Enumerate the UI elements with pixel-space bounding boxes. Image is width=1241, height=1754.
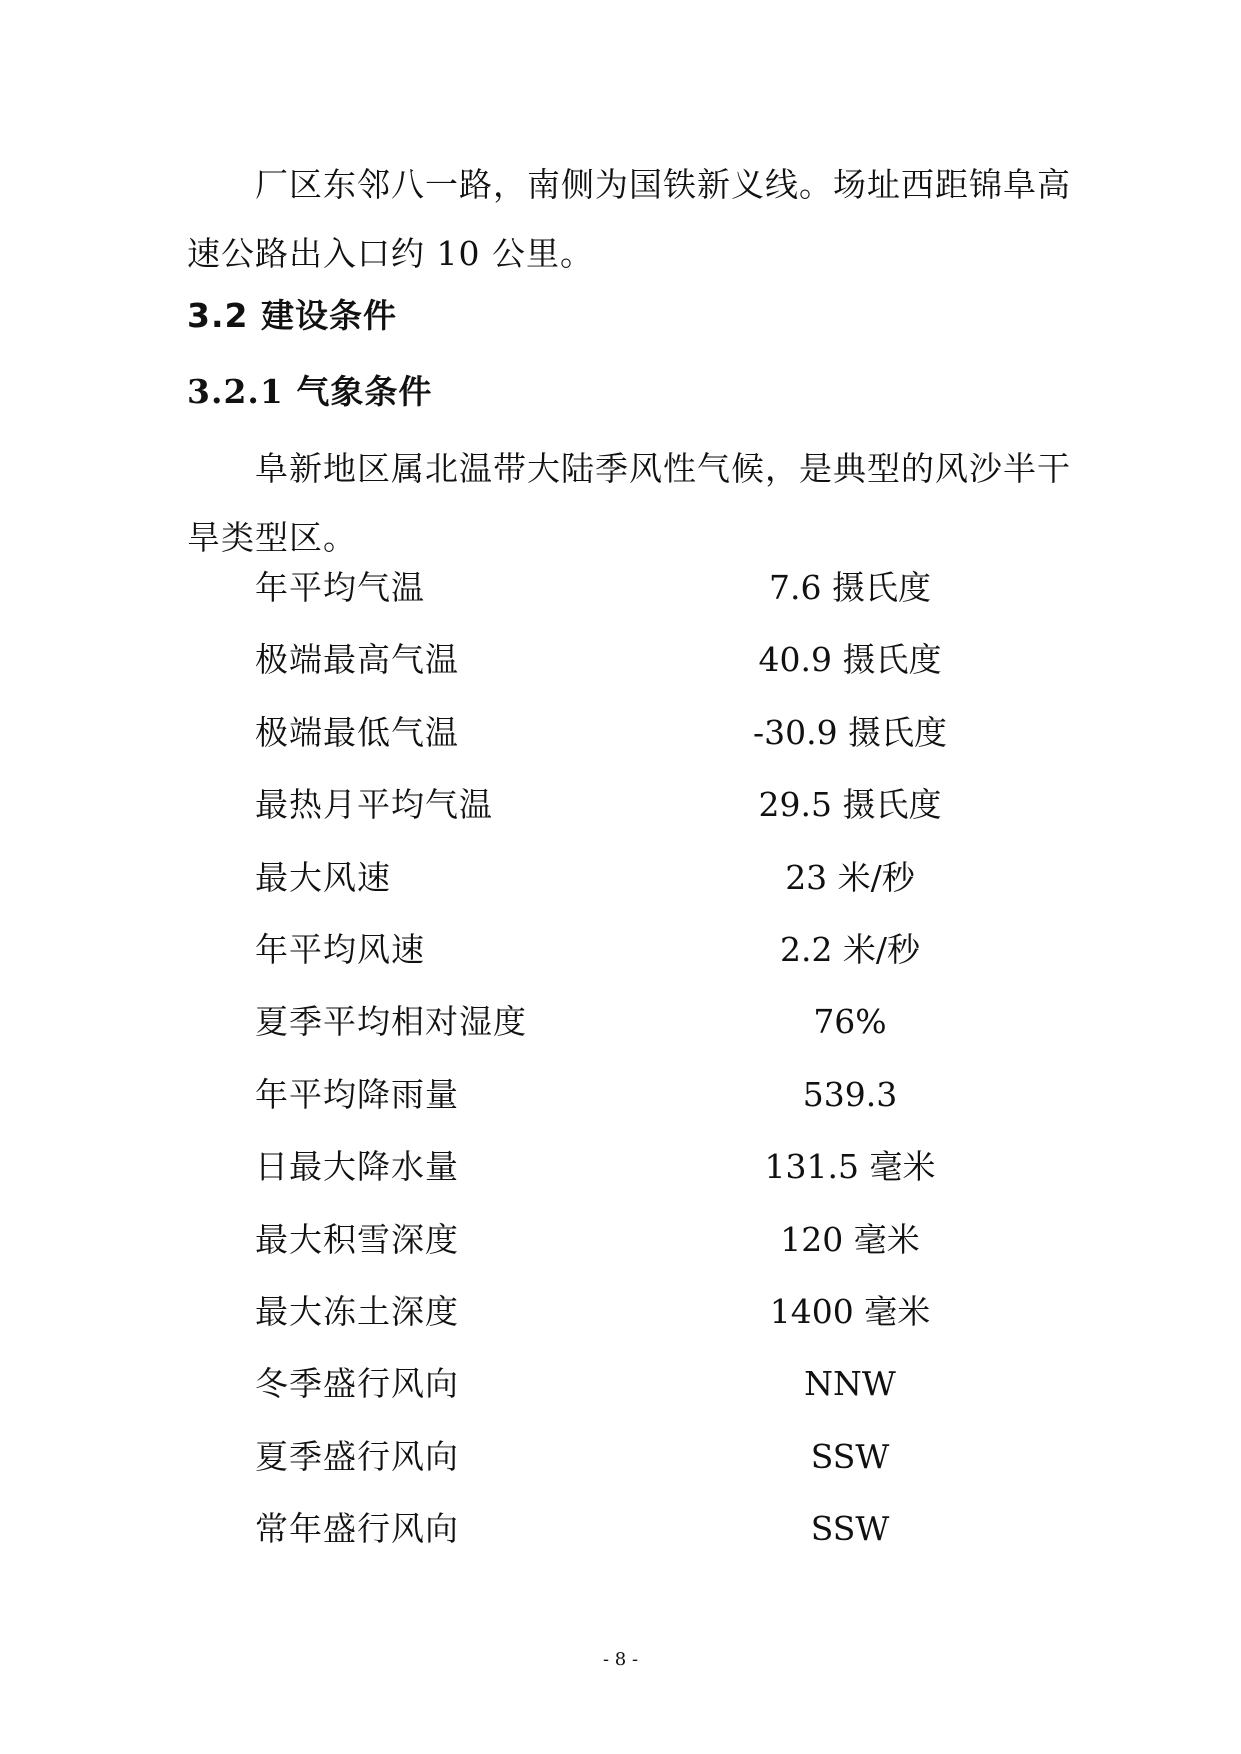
climate-value: 131.5 毫米 <box>764 1147 936 1187</box>
climate-row <box>0 1216 1241 1288</box>
climate-row <box>0 1143 1241 1215</box>
climate-row <box>0 926 1241 998</box>
location-paragraph: 厂区东邻八一路，南侧为国铁新义线。场址西距锦阜高速公路出入口约 10 公里。 <box>187 165 1071 273</box>
climate-value: 2.2 米/秒 <box>779 929 921 969</box>
climate-label: 年平均降雨量 <box>255 1074 459 1114</box>
climate-value: 76% <box>813 1002 887 1042</box>
climate-row <box>0 1071 1241 1143</box>
climate-value: 23 米/秒 <box>785 857 915 897</box>
climate-label: 极端最低气温 <box>255 712 459 752</box>
climate-label: 夏季盛行风向 <box>255 1436 459 1476</box>
climate-label: 极端最高气温 <box>255 640 459 680</box>
climate-row <box>0 1360 1241 1432</box>
climate-value: 1400 毫米 <box>769 1291 931 1331</box>
climate-label: 年平均气温 <box>255 568 425 607</box>
climate-row <box>0 1288 1241 1360</box>
climate-row <box>0 636 1241 708</box>
climate-value: 29.5 摄氏度 <box>758 785 942 825</box>
subsection-heading: 3.2.1 气象条件 <box>187 372 433 411</box>
climate-value: 120 毫米 <box>780 1219 920 1259</box>
climate-value: -30.9 摄氏度 <box>752 712 948 752</box>
climate-row <box>0 709 1241 781</box>
page-number: - 8 - <box>602 1649 639 1670</box>
climate-label: 日最大降水量 <box>255 1147 459 1187</box>
climate-value: SSW <box>810 1436 890 1476</box>
section-heading: 3.2 建设条件 <box>187 296 397 335</box>
climate-label: 最大积雪深度 <box>255 1219 459 1259</box>
climate-label: 冬季盛行风向 <box>255 1364 459 1404</box>
climate-row <box>0 564 1241 636</box>
climate-row <box>0 1505 1241 1577</box>
climate-label: 最大冻土深度 <box>255 1291 459 1331</box>
climate-value: NNW <box>804 1364 896 1404</box>
climate-value: 40.9 摄氏度 <box>758 640 942 680</box>
climate-value: SSW <box>810 1509 890 1549</box>
climate-label: 夏季平均相对湿度 <box>255 1002 527 1042</box>
climate-label: 年平均风速 <box>255 929 425 969</box>
climate-row <box>0 998 1241 1070</box>
climate-label: 常年盛行风向 <box>255 1509 459 1549</box>
climate-label: 最大风速 <box>255 857 391 897</box>
climate-row <box>0 1433 1241 1505</box>
climate-intro-paragraph: 阜新地区属北温带大陆季风性气候，是典型的风沙半干旱类型区。 <box>187 449 1071 557</box>
climate-data-list <box>0 564 1241 1577</box>
climate-value: 7.6 摄氏度 <box>769 568 931 607</box>
climate-row <box>0 854 1241 926</box>
climate-row <box>0 781 1241 853</box>
climate-value: 539.3 <box>802 1074 898 1114</box>
climate-label: 最热月平均气温 <box>255 785 493 825</box>
